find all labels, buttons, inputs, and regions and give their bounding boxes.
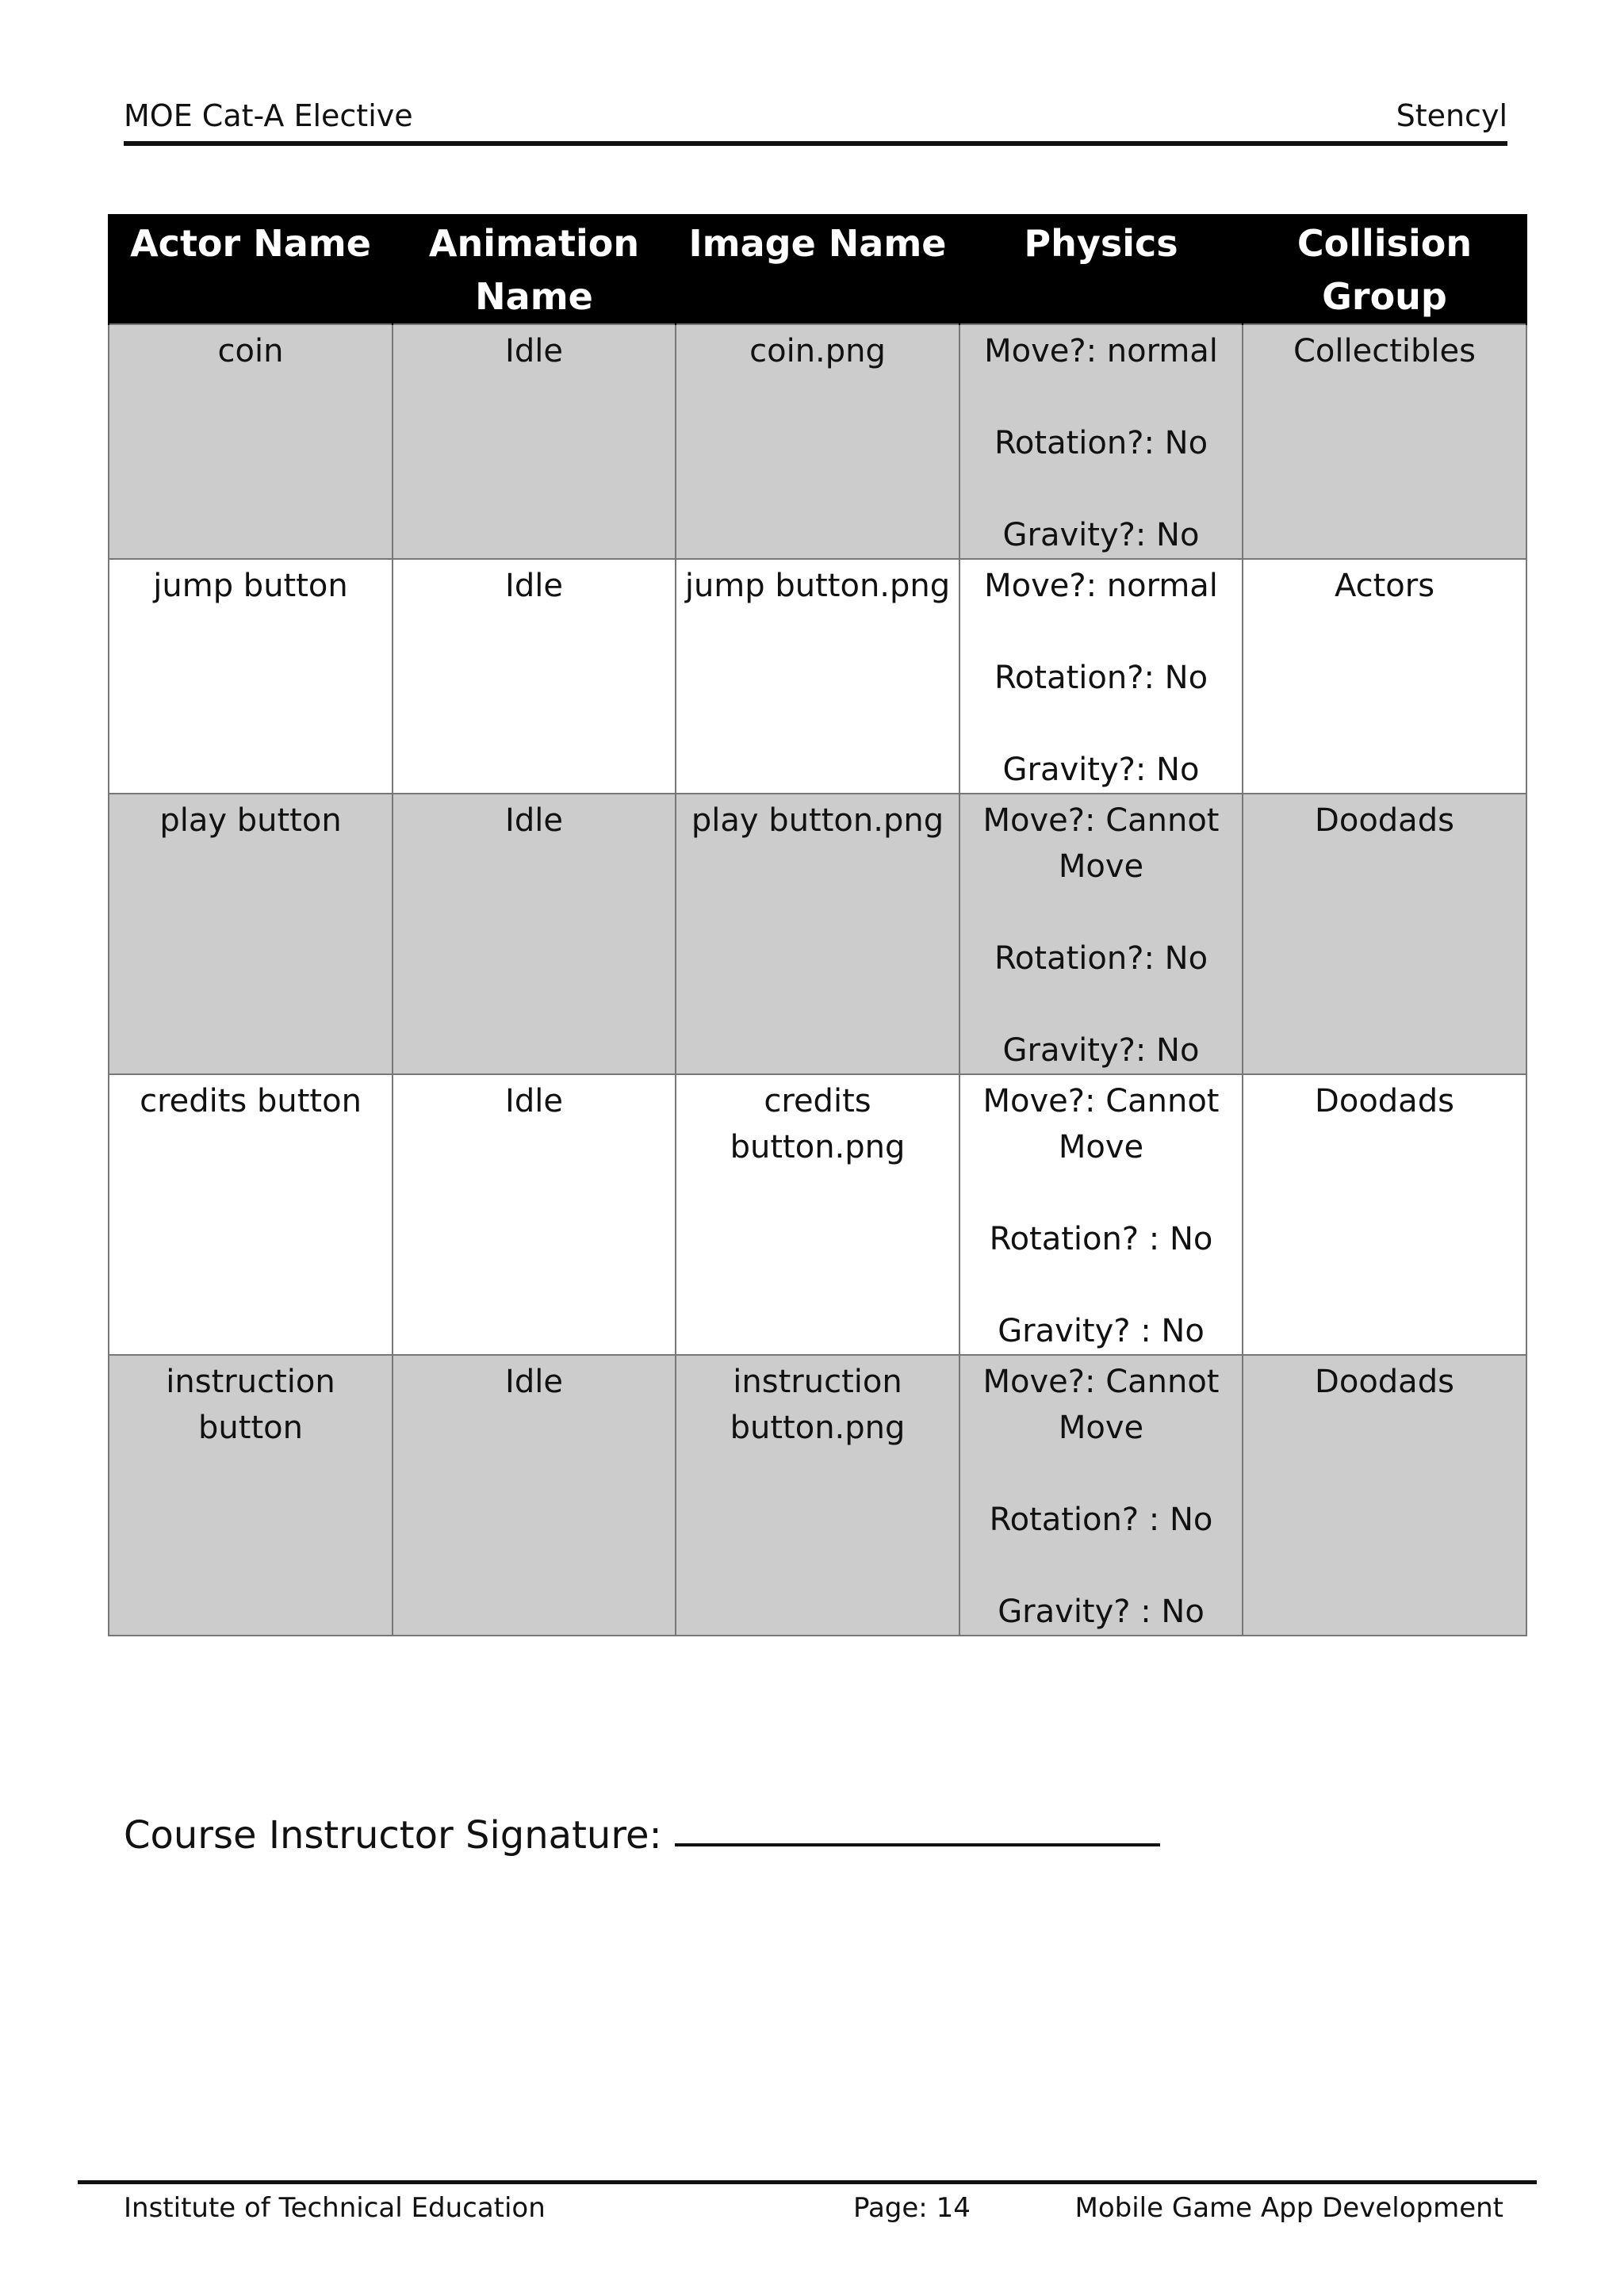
physics-cell (959, 1355, 1243, 1636)
animation-name-cell: Idle (393, 1074, 676, 1355)
page-footer (124, 2188, 1503, 2228)
actor-name-cell: credits button (109, 1074, 393, 1355)
column-header-actor-name: Actor Name (109, 214, 393, 324)
actor-name-cell: jump button (109, 559, 393, 794)
physics-rotation: Rotation? : No (989, 1221, 1213, 1257)
physics-gravity: Gravity?: No (1002, 752, 1200, 788)
column-header-collision-group: Collision Group (1243, 214, 1526, 324)
footer-institution: Institute of Technical Education (124, 2192, 546, 2224)
physics-rotation: Rotation?: No (994, 425, 1208, 461)
table-row (109, 1074, 1526, 1355)
physics-cell (959, 1074, 1243, 1355)
actor-name-cell: coin (109, 324, 393, 559)
collision-group-cell: Collectibles (1243, 324, 1526, 559)
physics-cell (959, 794, 1243, 1074)
table-row (109, 559, 1526, 794)
column-header-physics: Physics (959, 214, 1243, 324)
animation-name-cell: Idle (393, 559, 676, 794)
signature-line (675, 1843, 1160, 1846)
physics-rotation: Rotation? : No (989, 1502, 1213, 1538)
physics-move: Move?: Cannot Move (982, 1083, 1220, 1165)
image-name-cell: credits button.png (676, 1074, 959, 1355)
image-name-cell: instruction button.png (676, 1355, 959, 1636)
physics-move: Move?: normal (984, 333, 1218, 369)
physics-gravity: Gravity? : No (998, 1313, 1205, 1349)
footer-course-name: Mobile Game App Development (1074, 2192, 1503, 2224)
header-course-title: MOE Cat-A Elective (124, 98, 413, 133)
physics-cell (959, 324, 1243, 559)
column-header-image-name: Image Name (676, 214, 959, 324)
animation-name-cell: Idle (393, 1355, 676, 1636)
actor-table (108, 214, 1527, 1636)
animation-name-cell: Idle (393, 324, 676, 559)
image-name-cell: jump button.png (676, 559, 959, 794)
header-software-name: Stencyl (1396, 98, 1507, 133)
signature-label: Course Instructor Signature: (124, 1813, 662, 1858)
instructor-signature (124, 1808, 1160, 1863)
physics-move: Move?: Cannot Move (982, 1364, 1220, 1446)
table-row (109, 794, 1526, 1074)
image-name-cell: coin.png (676, 324, 959, 559)
table-row (109, 1355, 1526, 1636)
page-header (124, 94, 1507, 144)
collision-group-cell: Actors (1243, 559, 1526, 794)
physics-rotation: Rotation?: No (994, 940, 1208, 977)
physics-move: Move?: normal (984, 568, 1218, 604)
collision-group-cell: Doodads (1243, 1074, 1526, 1355)
actor-name-cell: instruction button (109, 1355, 393, 1636)
physics-rotation: Rotation?: No (994, 660, 1208, 696)
footer-page-number: Page: 14 (853, 2192, 971, 2224)
physics-cell (959, 559, 1243, 794)
collision-group-cell: Doodads (1243, 794, 1526, 1074)
physics-gravity: Gravity?: No (1002, 517, 1200, 553)
header-divider (124, 141, 1507, 146)
animation-name-cell: Idle (393, 794, 676, 1074)
physics-gravity: Gravity?: No (1002, 1032, 1200, 1069)
footer-divider (78, 2180, 1537, 2184)
column-header-animation-name: Animation Name (393, 214, 676, 324)
collision-group-cell: Doodads (1243, 1355, 1526, 1636)
actor-name-cell: play button (109, 794, 393, 1074)
physics-move: Move?: Cannot Move (982, 802, 1220, 885)
table-row (109, 324, 1526, 559)
image-name-cell: play button.png (676, 794, 959, 1074)
physics-gravity: Gravity? : No (998, 1594, 1205, 1630)
table-header-row (109, 214, 1526, 324)
